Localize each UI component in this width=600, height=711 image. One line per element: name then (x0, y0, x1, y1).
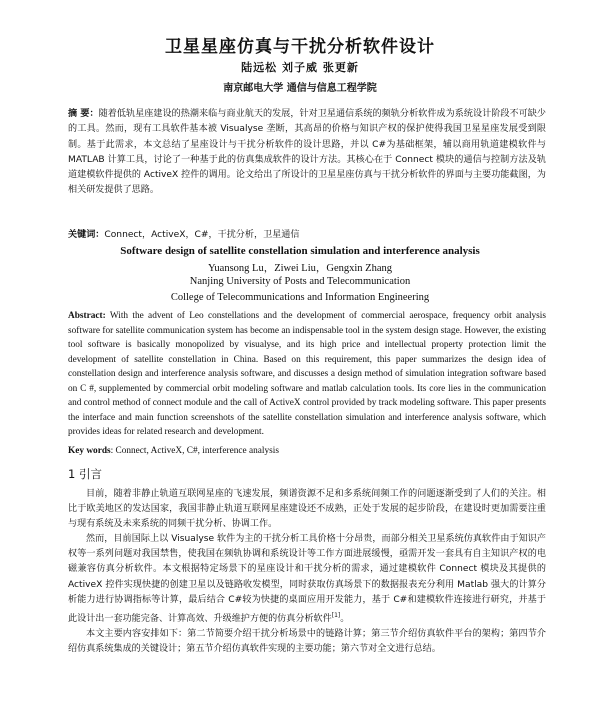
section-1-paragraph-2-end: 。 (340, 613, 350, 624)
abstract-cn (68, 107, 546, 199)
abstract-en (68, 309, 546, 440)
keywords-en-label: Key words (68, 446, 111, 456)
section-1-paragraph-3: 本文主要内容安排如下：第二节简要介绍干扰分析场景中的链路计算；第三节介绍仿真软件平台的架构；第四节介绍仿真系统集成的关键设计；第五节介绍仿真软件实现的主要功能；第六节对全文进行总结。 (68, 628, 546, 654)
paper-title-en: Software design of satellite constellation simulation and interference analysis (120, 245, 480, 257)
abstract-en-label: Abstract: (68, 311, 106, 321)
section-1-body (68, 487, 546, 657)
keywords-en-text: : Connect, ActiveX, C#, interference analysis (110, 446, 279, 456)
authors-cn: 陆远松 刘子威 张更新 (241, 61, 359, 74)
affiliation-en-college: College of Telecommunications and Information Engineering (170, 292, 430, 303)
section-1-paragraph-1: 目前，随着非静止轨道互联网星座的飞速发展，频谱资源不足和多系统间频工作的问题逐渐受到了人们的关注。相比于欧美地区的发达国家，我国非静止轨道互联网星座建设还不成熟，正处于发展的起步阶段，在建设时更加需要注重与现有系统及未来系统的同频干扰分析、协调工作。 (68, 489, 546, 530)
authors-en: Yuansong Lu，Ziwei Liu，Gengxin Zhang (207, 263, 392, 274)
section-1-paragraph-2-text: 然而，目前国际上以 Visualyse 软件为主的干扰分析工具价格十分昂贵，而部分相关卫星系统仿真软件由于知识产权等一系列问题对我国禁售，使我国在频轨协调和系统设计等工作方面进展缓慢，亟需开发一套具有自主知识产权的电磁兼容仿真分析软件。本文根据特定场景下的星座设计和干扰分析的需求，通过建模软件 Connect 模块及其提供的 ActiveX 控件实现快捷的创建卫星以及链路收发模型，同时获取仿真场景下的数据报表充分利用 Matlab 强大的计算分析能力进行协调指标等计算，最后结合 C#较为快捷的桌面应用开发能力，基于 C#和建模软件连接进行研究，并基于此设计出一套功能完备、计算高效、升级维护方便的仿真分析软件 (68, 534, 546, 624)
keywords-cn-label: 关键词： (68, 230, 105, 240)
abstract-en-text: With the advent of Leo constellations and the development of commercial aerospace, frequency orbit analysis software for satellite communication system has become an indispensable tool in the system design stage. However, the existing tool software is basically monopolized by visualyse, and its high price and intellectual property protection limit the development of satellite constellation in China. Based on this requirement, this paper summarizes the design idea of constellation design and interference analysis software, and discusses a design method of simulation integration software based on C #, supplemented by commercial orbit modeling software and matlab calculation tools. Its core lies in the communication and control method of connect module and the call of ActiveX control provided by track modeling software. This paper presents the interface and main function screenshots of the satellite constellation simulation and interference analysis software, which provides ideas for related research and development. (68, 311, 546, 437)
affiliation-cn: 南京邮电大学 通信与信息工程学院 (223, 83, 377, 94)
abstract-cn-label: 摘 要： (68, 109, 99, 119)
keywords-en (68, 444, 546, 458)
abstract-cn-text: 随着低轨星座建设的热潮来临与商业航天的发展，针对卫星通信系统的频轨分析软件成为系统设计阶段不可缺少的工具。然而，现有工具软件基本被 Visualyse 垄断，其高昂的价格与知识产权的保护使得我国卫星星座发展受到限制。基于此需求，本文总结了星座设计与干扰分析软件的设计思路，并以 C#为基础框架，辅以商用轨道建模软件与 MATLAB 计算工具，讨论了一种基于此的仿真集成软件的设计方法。其核心在于 Connect 模块的通信与控制方法及轨道建模软件提供的 ActiveX 控件的调用。论文给出了所设计的卫星星座仿真与干扰分析软件的界面与主要功能截图，为相关研发提供了思路。 (68, 109, 546, 196)
keywords-cn-text: Connect，ActiveX，C#，干扰分析，卫星通信 (104, 230, 300, 240)
section-1-heading: 1 引言 (68, 467, 102, 481)
keywords-cn (68, 228, 546, 242)
paper-title-cn: 卫星星座仿真与干扰分析软件设计 (165, 37, 435, 57)
citation-ref: [1] (331, 611, 341, 619)
affiliation-en-university: Nanjing University of Posts and Telecommunication (189, 276, 411, 287)
section-1-paragraph-2 (68, 532, 546, 627)
